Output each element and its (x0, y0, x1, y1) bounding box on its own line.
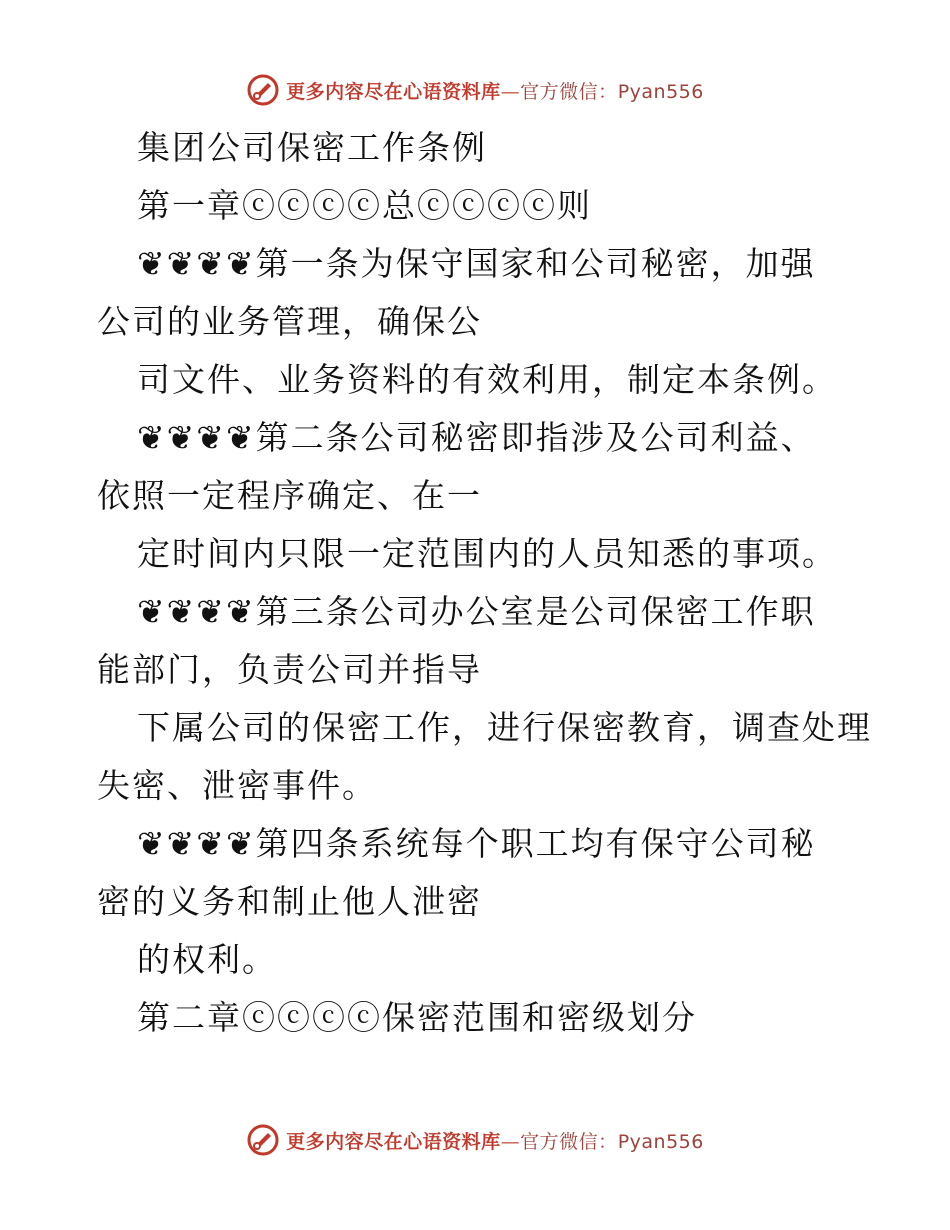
banner-contact: 官方微信： (520, 1130, 618, 1153)
text-line: 密的义务和制止他人泄密 (97, 882, 482, 921)
banner-id: Pyan556 (617, 1130, 704, 1153)
banner-id: Pyan556 (617, 80, 704, 103)
text-line: 的权利。 (137, 940, 277, 979)
text-line: 下属公司的保密工作，进行保密教育，调查处理 (137, 708, 872, 747)
text-line: 集团公司保密工作条例 (137, 128, 487, 167)
text-line: ❦❦❦❦第三条公司办公室是公司保密工作职 (137, 592, 816, 631)
text-line: 第一章ⓒⓒⓒⓒ总ⓒⓒⓒⓒ则 (137, 186, 592, 225)
banner-contact: 官方微信： (520, 80, 618, 103)
brand-logo-icon (246, 73, 280, 107)
banner-brand: 更多内容尽在心语资料库 (286, 80, 501, 103)
brand-logo-icon (246, 1123, 280, 1157)
banner-dash: — (500, 80, 521, 103)
banner-dash: — (500, 1130, 521, 1153)
banner-text (286, 1127, 704, 1154)
text-line: 能部门，负责公司并指导 (97, 650, 482, 689)
text-line: 公司的业务管理，确保公 (97, 302, 482, 341)
text-line: ❦❦❦❦第四条系统每个职工均有保守公司秘 (137, 824, 816, 863)
banner-text (286, 77, 704, 104)
text-line: 依照一定程序确定、在一 (97, 476, 482, 515)
text-line: 定时间内只限一定范围内的人员知悉的事项。 (137, 534, 837, 573)
banner-brand: 更多内容尽在心语资料库 (286, 1130, 501, 1153)
text-line: 司文件、业务资料的有效利用，制定本条例。 (137, 360, 837, 399)
text-line: 第二章ⓒⓒⓒⓒ保密范围和密级划分 (137, 998, 697, 1037)
header-watermark (0, 70, 950, 110)
text-line: ❦❦❦❦第一条为保守国家和公司秘密，加强 (137, 244, 816, 283)
footer-watermark (0, 1120, 950, 1160)
text-line: 失密、泄密事件。 (97, 766, 377, 805)
text-line: ❦❦❦❦第二条公司秘密即指涉及公司利益、 (137, 418, 816, 457)
